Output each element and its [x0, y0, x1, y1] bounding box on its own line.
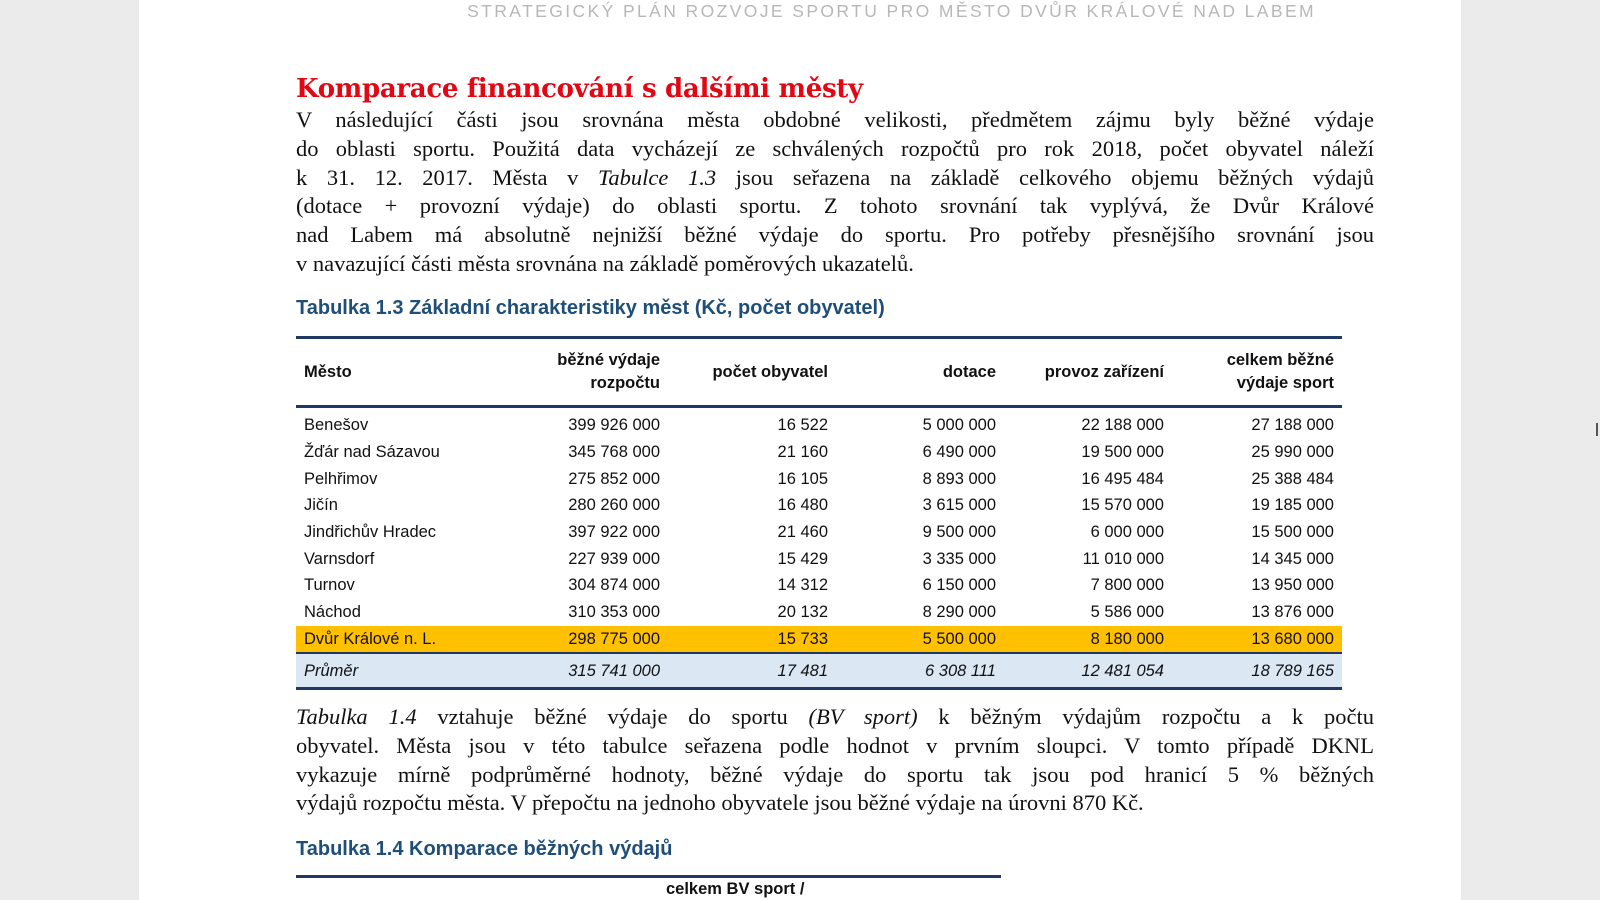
- cell-budget: 304 874 000: [568, 576, 660, 595]
- cell-subsidy: 5 500 000: [836, 626, 1004, 654]
- cell-city: Náchod: [304, 603, 361, 622]
- cell-subsidy: 6 150 000: [922, 576, 996, 595]
- cell-operation: 11 010 000: [1082, 549, 1164, 568]
- header-text: běžné výdaje: [557, 351, 660, 369]
- cell-operation: 15 570 000: [1081, 496, 1164, 515]
- table-row: [296, 407, 1342, 439]
- cell-budget: 227 939 000: [568, 549, 660, 568]
- text-cursor-icon: [1596, 423, 1598, 436]
- cell-total: 13 876 000: [1251, 603, 1334, 622]
- paragraph-line: obyvatel. Města jsou v této tabulce seřazena podle hodnot v prvním sloupci. V tomto případě DKNL: [296, 732, 1374, 758]
- cell-subsidy: 8 893 000: [922, 469, 996, 488]
- cell-population: 15 733: [668, 626, 836, 654]
- paragraph-line: (dotace + provozní výdaje) do oblasti sportu. Z tohoto srovnání tak vyplývá, že Dvůr Králové: [296, 193, 1374, 219]
- cell-operation: 8 180 000: [1004, 626, 1172, 654]
- cell-budget: 280 260 000: [568, 496, 660, 515]
- cell-city: Dvůr Králové n. L.: [296, 626, 502, 654]
- cell-city: Jindřichův Hradec: [304, 523, 437, 542]
- cell-operation: 6 000 000: [1090, 523, 1164, 542]
- cities-table: [296, 336, 1342, 690]
- cell-subsidy: 5 000 000: [922, 416, 996, 435]
- table-reference: Tabulce 1.3: [597, 164, 717, 190]
- cell-city: Průměr: [296, 653, 502, 689]
- running-header: STRATEGICKÝ PLÁN ROZVOJE SPORTU PRO MĚSTO DVŮR KRÁLOVÉ NAD LABEM: [467, 1, 1316, 21]
- cell-population: 21 460: [777, 523, 828, 542]
- paragraph-line: [296, 703, 1374, 732]
- cell-total: 15 500 000: [1251, 523, 1334, 542]
- col-header-population: počet obyvatel: [712, 362, 828, 381]
- cell-city: Turnov: [304, 576, 355, 595]
- header-text: rozpočtu: [590, 374, 660, 392]
- paragraph-line: v navazující části města srovnána na základě poměrových ukazatelů.: [296, 250, 914, 276]
- cell-subsidy: 6 490 000: [922, 443, 996, 462]
- col-header-operation: provoz zařízení: [1044, 362, 1164, 381]
- col-header-subsidy: dotace: [942, 362, 996, 381]
- paragraph-line: vykazuje mírně podprůměrné hodnoty, běžné výdaje do sportu tak jsou pod hranicí 5 % běžných: [296, 761, 1374, 787]
- paragraph-line: výdajů rozpočtu města. V přepočtu na jednoho obyvatele jsou běžné výdaje na úrovni 870 Kč.: [296, 790, 1144, 816]
- cell-population: 15 429: [777, 549, 828, 568]
- table-row: [296, 599, 1342, 626]
- cell-subsidy: 6 308 111: [836, 653, 1004, 689]
- table-row: [296, 519, 1342, 546]
- cell-population: 14 312: [777, 576, 828, 595]
- table-row-average: [296, 653, 1342, 689]
- table-row: [296, 545, 1342, 572]
- header-text: výdaje sport: [1236, 374, 1334, 392]
- table-row: [296, 439, 1342, 466]
- document-page: [139, 0, 1461, 900]
- cell-total: 14 345 000: [1251, 549, 1334, 568]
- table14-header: [296, 880, 1001, 900]
- abbreviation: (BV sport): [808, 704, 918, 729]
- table-top-rule: [296, 875, 1001, 878]
- cell-budget: 275 852 000: [568, 469, 660, 488]
- cell-total: 25 990 000: [1251, 443, 1334, 462]
- table-reference: Tabulka 1.4: [296, 704, 417, 729]
- cell-city: Žďár nad Sázavou: [304, 443, 440, 462]
- paragraph-line: do oblasti sportu. Použitá data vycházejí ze schválených rozpočtů pro rok 2018, počet obyvatel náleží: [296, 135, 1374, 161]
- table-caption: Tabulka 1.3 Základní charakteristiky měst (Kč, počet obyvatel): [296, 297, 885, 319]
- cell-city: Pelhřimov: [304, 469, 378, 488]
- cell-budget: 310 353 000: [568, 603, 660, 622]
- cell-operation: 22 188 000: [1081, 416, 1164, 435]
- cell-budget: 298 775 000: [502, 626, 668, 654]
- cell-budget: 315 741 000: [502, 653, 668, 689]
- paragraph-intro: [296, 106, 1374, 279]
- cell-total: 19 185 000: [1251, 496, 1334, 515]
- cell-subsidy: 3 615 000: [922, 496, 996, 515]
- table-header-row: [296, 338, 1342, 407]
- paragraph-line: nad Labem má absolutně nejnižší běžné výdaje do sportu. Pro potřeby přesnějšího srovnání jsou: [296, 222, 1374, 248]
- col-header-total: [1172, 338, 1342, 407]
- cell-total: 25 388 484: [1251, 469, 1334, 488]
- cell-population: 16 105: [777, 469, 828, 488]
- cell-city: Varnsdorf: [304, 549, 375, 568]
- cell-operation: 12 481 054: [1004, 653, 1172, 689]
- cell-city: Jičín: [304, 496, 338, 515]
- cell-budget: 399 926 000: [568, 416, 660, 435]
- cell-subsidy: 8 290 000: [922, 603, 996, 622]
- col-header-city: Město: [304, 362, 352, 381]
- cell-population: 20 132: [777, 603, 828, 622]
- paragraph-line: [296, 164, 1374, 193]
- table-body: [296, 407, 1342, 689]
- header-text: celkem běžné: [1226, 351, 1334, 369]
- col-header-budget: [502, 338, 668, 407]
- cell-population: 16 522: [777, 416, 828, 435]
- table-row: [296, 492, 1342, 519]
- cell-total: 13 950 000: [1251, 576, 1334, 595]
- table-row-highlighted: [296, 626, 1342, 654]
- cell-total: 13 680 000: [1172, 626, 1342, 654]
- paragraph-table14: [296, 703, 1374, 818]
- cell-operation: 16 495 484: [1081, 469, 1164, 488]
- table-row: [296, 572, 1342, 599]
- cell-operation: 19 500 000: [1081, 443, 1164, 462]
- paragraph-text: jsou seřazena na základě celkového objemu běžných výdajů: [716, 164, 1374, 190]
- cell-population: 21 160: [777, 443, 828, 462]
- cell-budget: 345 768 000: [568, 443, 660, 462]
- section-title: Komparace financování s dalšími městy: [296, 74, 863, 104]
- table-caption: Tabulka 1.4 Komparace běžných výdajů: [296, 838, 673, 860]
- paragraph-text: k 31. 12. 2017. Města v: [296, 164, 598, 190]
- cell-city: Benešov: [304, 416, 369, 435]
- paragraph-line: V následující části jsou srovnána města obdobné velikosti, předmětem zájmu byly běžné výdaje: [296, 107, 1374, 132]
- cell-population: 17 481: [668, 653, 836, 689]
- col-header-bv-sport: celkem BV sport /: [666, 880, 805, 898]
- cell-subsidy: 3 335 000: [922, 549, 996, 568]
- cell-subsidy: 9 500 000: [922, 523, 996, 542]
- cell-total: 18 789 165: [1172, 653, 1342, 689]
- cell-operation: 5 586 000: [1090, 603, 1164, 622]
- cell-total: 27 188 000: [1251, 416, 1334, 435]
- paragraph-text: k běžným výdajům rozpočtu a k počtu: [917, 704, 1375, 729]
- cell-population: 16 480: [777, 496, 828, 515]
- cell-operation: 7 800 000: [1090, 576, 1164, 595]
- paragraph-text: vztahuje běžné výdaje do sportu: [416, 704, 809, 729]
- table-row: [296, 465, 1342, 492]
- cell-budget: 397 922 000: [568, 523, 660, 542]
